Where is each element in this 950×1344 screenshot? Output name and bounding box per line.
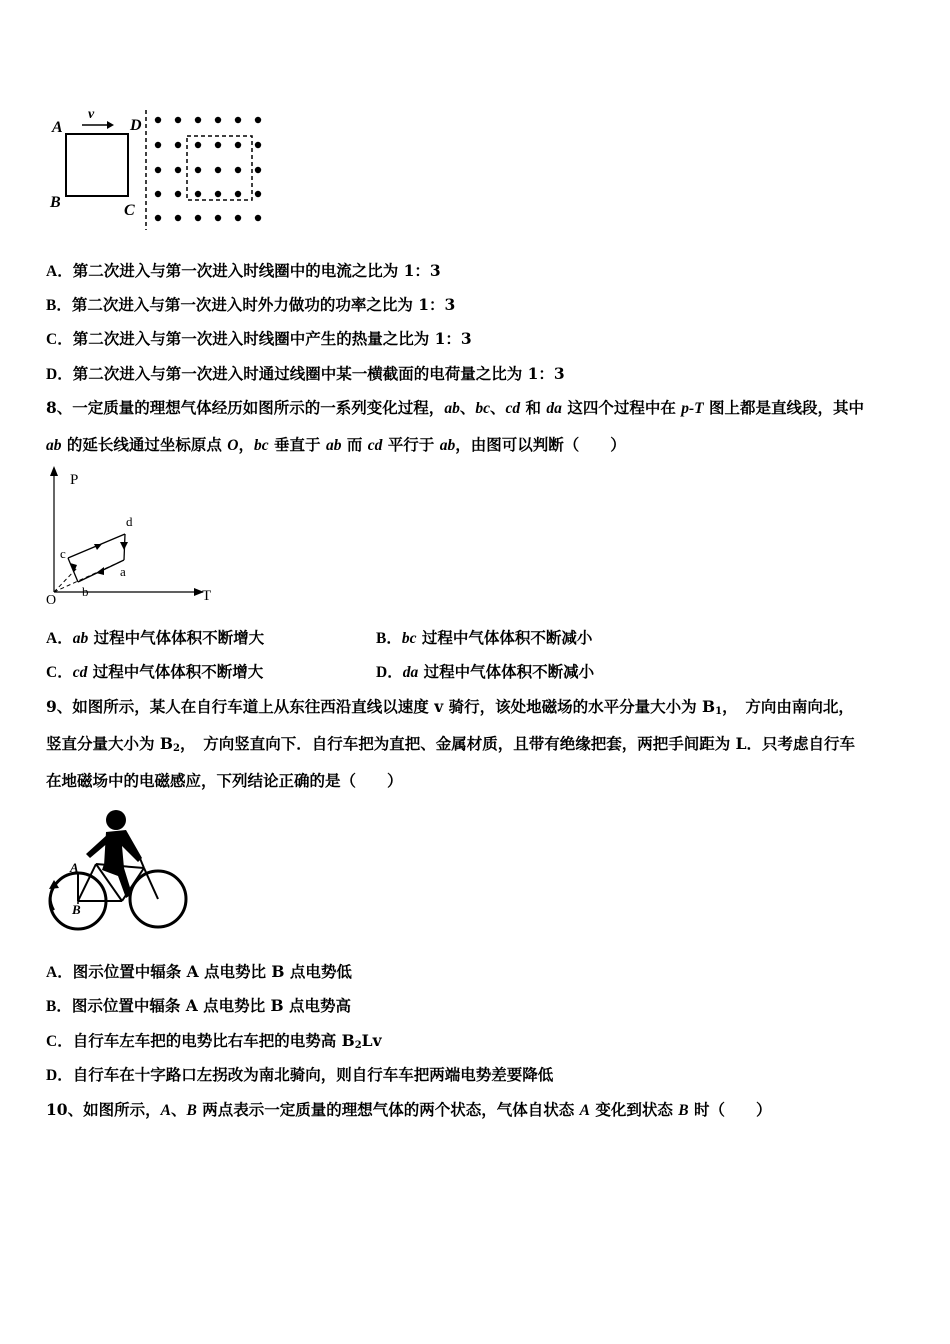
field-dots bbox=[155, 117, 261, 221]
q9-option-c: C．自行车左车把的电势比右车把的电势高 $B_2Lv$ bbox=[46, 1031, 382, 1051]
q9-stem-line2: 竖直分量大小为 $B_2$， 方向竖直向下．自行车把为直把、金属材质，且带有绝缘把套，两把手间距为 L．只考虑自行车 bbox=[46, 734, 856, 754]
q7-option-c: C．第二次进入与第一次进入时线圈中产生的热量之比为 1：3 bbox=[46, 329, 472, 348]
spoke-a-label: A bbox=[70, 860, 79, 875]
point-c-label: c bbox=[60, 546, 66, 561]
label-a: A bbox=[52, 119, 63, 136]
p-axis-label: P bbox=[70, 472, 79, 488]
q7-option-b: B．第二次进入与第一次进入时外力做功的功率之比为 1：3 bbox=[46, 295, 456, 314]
point-d-label: d bbox=[126, 514, 133, 529]
q9-option-a: A．图示位置中辐条 A 点电势比 B 点电势低 bbox=[46, 962, 352, 981]
q8-stem-line1: 8、一定质量的理想气体经历如图所示的一系列变化过程，ab、bc、cd 和 da 这四个过程中在 p-T 图上都是直线段，其中 bbox=[46, 398, 865, 417]
origin-label: O bbox=[46, 593, 57, 607]
label-v: v bbox=[88, 107, 95, 122]
q9-stem-line3: 在地磁场中的电磁感应，下列结论正确的是（ ） bbox=[46, 771, 403, 790]
q8-option-d: D．da 过程中气体体积不断减小 bbox=[376, 662, 595, 681]
q8-stem-line2: ab 的延长线通过坐标原点 O，bc 垂直于 ab 而 cd 平行于 ab，由图可以判断（ ） bbox=[46, 435, 626, 454]
p-axis-arrow bbox=[50, 466, 58, 476]
q9-stem-line1: 9、如图所示，某人在自行车道上从东往西沿直线以速度 v 骑行，该处地磁场的水平分量大小为 $B_1$， 方向由南向北， bbox=[46, 697, 854, 717]
square-loop bbox=[66, 134, 128, 196]
spoke-b-label: B bbox=[72, 902, 81, 917]
q7-option-d: D．第二次进入与第一次进入时通过线圈中某一横截面的电荷量之比为 1：3 bbox=[46, 364, 565, 383]
loop-field-figure bbox=[44, 104, 276, 234]
pt-graph bbox=[40, 462, 220, 607]
q8-option-c: C．cd 过程中气体体积不断增大 bbox=[46, 662, 264, 681]
label-b: B bbox=[50, 194, 61, 211]
velocity-arrow bbox=[82, 121, 114, 129]
point-a-label: a bbox=[120, 564, 126, 579]
q7-option-a: A．第二次进入与第一次进入时线圈中的电流之比为 1：3 bbox=[46, 261, 441, 280]
bicycle-figure bbox=[44, 806, 194, 934]
q9-option-b: B．图示位置中辐条 A 点电势比 B 点电势高 bbox=[46, 996, 352, 1015]
q10-stem: 10、如图所示，A、B 两点表示一定质量的理想气体的两个状态，气体自状态 A 变化到状态 B 时（ ） bbox=[46, 1100, 772, 1119]
t-axis-label: T bbox=[202, 588, 212, 604]
axes bbox=[54, 470, 200, 592]
cycle bbox=[68, 534, 125, 582]
q8-option-b: B．bc 过程中气体体积不断减小 bbox=[376, 628, 593, 647]
point-b-label: b bbox=[82, 584, 89, 599]
label-c: C bbox=[124, 202, 135, 219]
q9-option-d: D．自行车在十字路口左拐改为南北骑向，则自行车车把两端电势差要降低 bbox=[46, 1065, 554, 1084]
q8-option-a: A．ab 过程中气体体积不断增大 bbox=[46, 628, 265, 647]
label-d: D bbox=[130, 117, 142, 134]
